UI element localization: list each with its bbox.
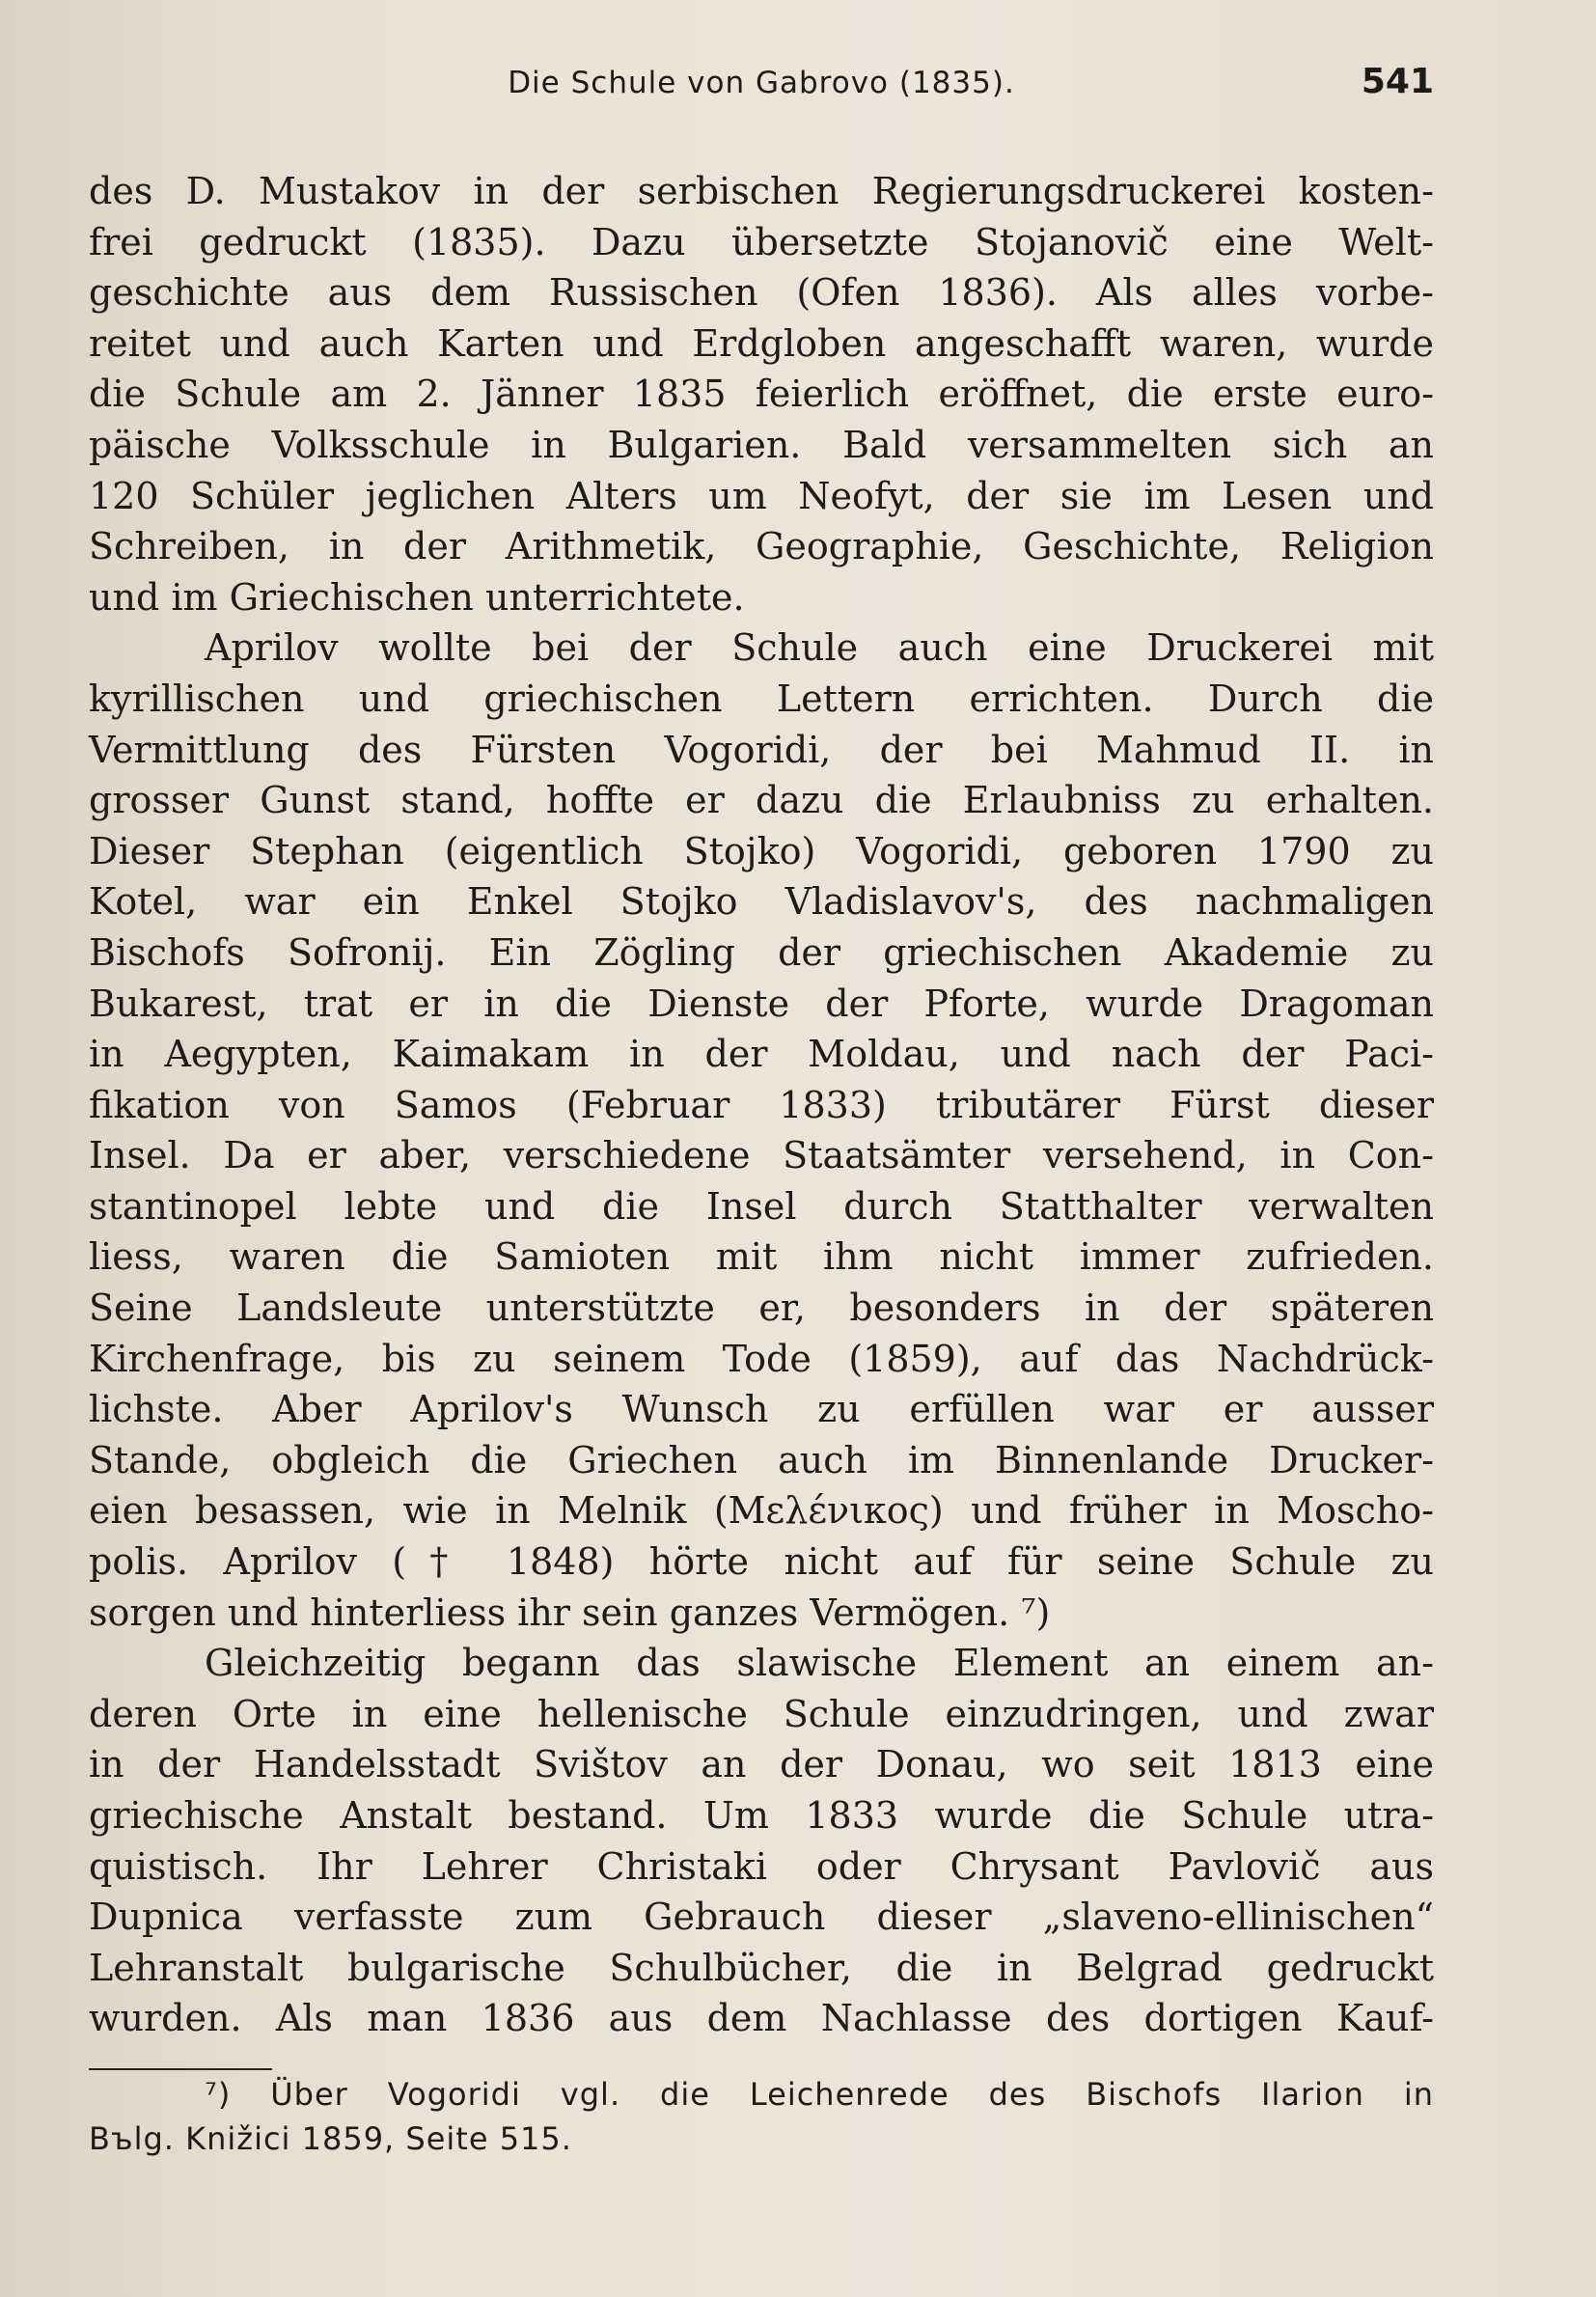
text-line: stantinopel lebte und die Insel durch Statthalter verwalten (89, 1184, 1434, 1228)
text-line: sorgen und hinterliess ihr sein ganzes Vermögen. ⁷) (89, 1591, 1051, 1634)
paragraph-start-line: Aprilov wollte bei der Schule auch eine Druckerei mit (205, 626, 1434, 670)
footnote-line: Bъlg. Knižici 1859, Seite 515. (89, 2120, 572, 2157)
body-text (89, 166, 1434, 2044)
text-line: Lehranstalt bulgarische Schulbücher, die in Belgrad gedruckt (89, 1946, 1434, 1989)
text-line: Kirchenfrage, bis zu seinem Tode (1859), auf das Nachdrück- (89, 1337, 1434, 1380)
text-line: polis. Aprilov († 1848) hörte nicht auf für seine Schule zu (89, 1540, 1434, 1584)
text-line: 120 Schüler jeglichen Alters um Neofyt, der sie im Lesen und (89, 474, 1434, 517)
text-line: Kotel, war ein Enkel Stojko Vladislavov's, des nachmaligen (89, 880, 1434, 924)
footnote-line: ⁷) Über Vogoridi vgl. die Leichenrede des Bischofs Ilarion in (205, 2076, 1434, 2113)
text-line: fikation von Samos (Februar 1833) tributärer Fürst dieser (89, 1083, 1434, 1126)
text-line: Bischofs Sofronij. Ein Zögling der griechischen Akademie zu (89, 930, 1434, 974)
text-line: Schreiben, in der Arithmetik, Geographie, Geschichte, Religion (89, 525, 1434, 568)
text-line: Bukarest, trat er in die Dienste der Pforte, wurde Dragoman (89, 982, 1434, 1025)
text-line: päische Volksschule in Bulgarien. Bald versammelten sich an (89, 423, 1434, 466)
text-line: Seine Landsleute unterstützte er, besonders in der späteren (89, 1287, 1434, 1330)
text-line: Dupnica verfasste zum Gebrauch dieser „slaveno-ellinischen“ (89, 1896, 1434, 1939)
text-line: eien besassen, wie in Melnik (Μελένικος) und früher in Moscho- (89, 1489, 1434, 1533)
text-line: Vermittlung des Fürsten Vogoridi, der bei Mahmud II. in (89, 728, 1434, 771)
paragraph-start-line: Gleichzeitig begann das slawische Element an einem an- (205, 1642, 1434, 1685)
text-line: in der Handelsstadt Svištov an der Donau, wo seit 1813 eine (89, 1743, 1434, 1786)
text-line: frei gedruckt (1835). Dazu übersetzte Stojanovič eine Welt- (89, 220, 1434, 263)
text-line: die Schule am 2. Jänner 1835 feierlich eröffnet, die erste euro- (89, 373, 1434, 416)
footnotes (89, 2072, 1434, 2161)
text-line: Stande, obgleich die Griechen auch im Binnenlande Drucker- (89, 1438, 1434, 1481)
text-line: wurden. Als man 1836 aus dem Nachlasse des dortigen Kauf- (89, 1997, 1434, 2040)
text-line: reitet und auch Karten und Erdgloben angeschafft waren, wurde (89, 321, 1434, 365)
text-line: und im Griechischen unterrichtete. (89, 575, 745, 619)
text-line: quistisch. Ihr Lehrer Christaki oder Chrysant Pavlovič aus (89, 1844, 1434, 1888)
text-line: liess, waren die Samioten mit ihm nicht immer zufrieden. (89, 1235, 1434, 1279)
page-number: 541 (1361, 62, 1434, 101)
text-line: kyrillischen und griechischen Lettern errichten. Durch die (89, 677, 1434, 720)
page-header (89, 62, 1434, 114)
text-line: des D. Mustakov in der serbischen Regierungsdruckerei kosten- (89, 170, 1434, 212)
text-line: in Aegypten, Kaimakam in der Moldau, und nach der Paci- (89, 1033, 1434, 1076)
text-line: Dieser Stephan (eigentlich Stojko) Vogoridi, geboren 1790 zu (89, 829, 1434, 872)
footnote-rule (89, 2068, 272, 2070)
text-line: geschichte aus dem Russischen (Ofen 1836). Als alles vorbe- (89, 271, 1434, 315)
running-title: Die Schule von Gabrovo (1835). (508, 66, 1015, 100)
text-line: lichste. Aber Aprilov's Wunsch zu erfüllen war er ausser (89, 1388, 1434, 1431)
text-line: Insel. Da er aber, verschiedene Staatsämter versehend, in Con- (89, 1134, 1434, 1177)
text-line: deren Orte in eine hellenische Schule einzudringen, und zwar (89, 1692, 1434, 1735)
text-line: grosser Gunst stand, hoffte er dazu die Erlaubniss zu erhalten. (89, 779, 1434, 822)
text-line: griechische Anstalt bestand. Um 1833 wurde die Schule utra- (89, 1794, 1434, 1837)
